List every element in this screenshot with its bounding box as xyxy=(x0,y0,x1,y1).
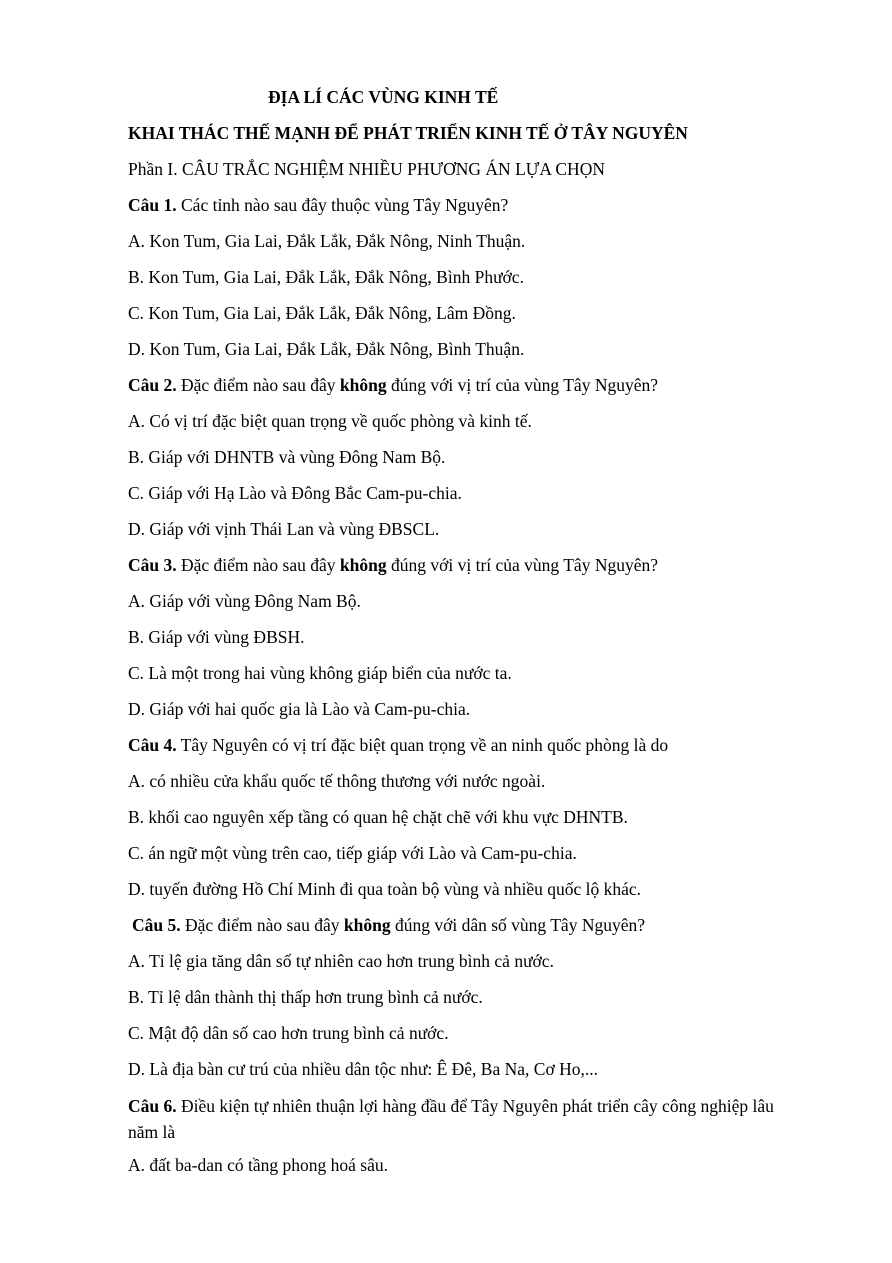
question-4-option-b: B. khối cao nguyên xếp tầng có quan hệ chặt chẽ với khu vực DHNTB. xyxy=(128,807,628,827)
question-5-option-b: B. Tỉ lệ dân thành thị thấp hơn trung bình cả nước. xyxy=(128,987,483,1007)
question-text: Đặc điểm nào sau đây xyxy=(180,915,344,935)
question-3-option-b: B. Giáp với vùng ĐBSH. xyxy=(128,627,305,647)
question-1-option-c: C. Kon Tum, Gia Lai, Đắk Lắk, Đắk Nông, Lâm Đồng. xyxy=(128,303,516,323)
question-1-option-b: B. Kon Tum, Gia Lai, Đắk Lắk, Đắk Nông, Bình Phước. xyxy=(128,267,524,287)
question-text: Đặc điểm nào sau đây xyxy=(176,375,340,395)
question-text: Điều kiện tự nhiên thuận lợi hàng đầu để Tây Nguyên phát triển cây công nghiệp lâu năm là xyxy=(128,1096,774,1142)
question-text-end: đúng với vị trí của vùng Tây Nguyên? xyxy=(386,375,658,395)
question-label: Câu 4. xyxy=(128,735,177,755)
question-6-option-a: A. đất ba-dan có tầng phong hoá sâu. xyxy=(128,1155,388,1175)
question-text: Các tỉnh nào sau đây thuộc vùng Tây Nguyên? xyxy=(176,195,509,215)
question-5-option-d: D. Là địa bàn cư trú của nhiều dân tộc như: Ê Đê, Ba Na, Cơ Ho,... xyxy=(128,1059,598,1079)
doc-title: ĐỊA LÍ CÁC VÙNG KINH TẾ xyxy=(268,87,499,107)
question-text-end: đúng với vị trí của vùng Tây Nguyên? xyxy=(386,555,658,575)
doc-subtitle: KHAI THÁC THẾ MẠNH ĐỂ PHÁT TRIỂN KINH TẾ Ở TÂY NGUYÊN xyxy=(128,123,688,143)
question-3-stem xyxy=(128,554,818,576)
question-4-option-a: A. có nhiều cửa khẩu quốc tế thông thương với nước ngoài. xyxy=(128,771,546,791)
question-keyword: không xyxy=(339,555,387,575)
question-label: Câu 1. xyxy=(128,195,177,215)
question-4-stem xyxy=(128,734,818,756)
question-2-option-a: A. Có vị trí đặc biệt quan trọng về quốc phòng và kinh tế. xyxy=(128,411,532,431)
question-3-option-a: A. Giáp với vùng Đông Nam Bộ. xyxy=(128,591,361,611)
question-1-stem xyxy=(128,194,818,216)
question-2-option-b: B. Giáp với DHNTB và vùng Đông Nam Bộ. xyxy=(128,447,446,467)
question-label: Câu 3. xyxy=(128,555,177,575)
question-6-stem xyxy=(128,1093,808,1145)
question-label: Câu 6. xyxy=(128,1096,177,1116)
question-1-option-d: D. Kon Tum, Gia Lai, Đắk Lắk, Đắk Nông, Bình Thuận. xyxy=(128,339,525,359)
question-3-option-c: C. Là một trong hai vùng không giáp biển của nước ta. xyxy=(128,663,512,683)
question-1-option-a: A. Kon Tum, Gia Lai, Đắk Lắk, Đắk Nông, Ninh Thuận. xyxy=(128,231,526,251)
question-label: Câu 5. xyxy=(132,915,181,935)
question-text-end: đúng với dân số vùng Tây Nguyên? xyxy=(390,915,645,935)
question-5-option-a: A. Tỉ lệ gia tăng dân số tự nhiên cao hơn trung bình cả nước. xyxy=(128,951,554,971)
question-text: Đặc điểm nào sau đây xyxy=(176,555,340,575)
question-keyword: không xyxy=(343,915,391,935)
question-5-option-c: C. Mật độ dân số cao hơn trung bình cả nước. xyxy=(128,1023,449,1043)
question-2-stem xyxy=(128,374,818,396)
question-4-option-c: C. án ngữ một vùng trên cao, tiếp giáp với Lào và Cam-pu-chia. xyxy=(128,843,577,863)
question-2-option-d: D. Giáp với vịnh Thái Lan và vùng ĐBSCL. xyxy=(128,519,440,539)
question-text: Tây Nguyên có vị trí đặc biệt quan trọng về an ninh quốc phòng là do xyxy=(176,735,669,755)
question-2-option-c: C. Giáp với Hạ Lào và Đông Bắc Cam-pu-chia. xyxy=(128,483,462,503)
question-3-option-d: D. Giáp với hai quốc gia là Lào và Cam-pu-chia. xyxy=(128,699,471,719)
question-label: Câu 2. xyxy=(128,375,177,395)
question-5-stem xyxy=(132,914,822,936)
section-heading: Phần I. CÂU TRẮC NGHIỆM NHIỀU PHƯƠNG ÁN LỰA CHỌN xyxy=(128,159,605,179)
question-keyword: không xyxy=(339,375,387,395)
question-4-option-d: D. tuyến đường Hồ Chí Minh đi qua toàn bộ vùng và nhiều quốc lộ khác. xyxy=(128,879,642,899)
